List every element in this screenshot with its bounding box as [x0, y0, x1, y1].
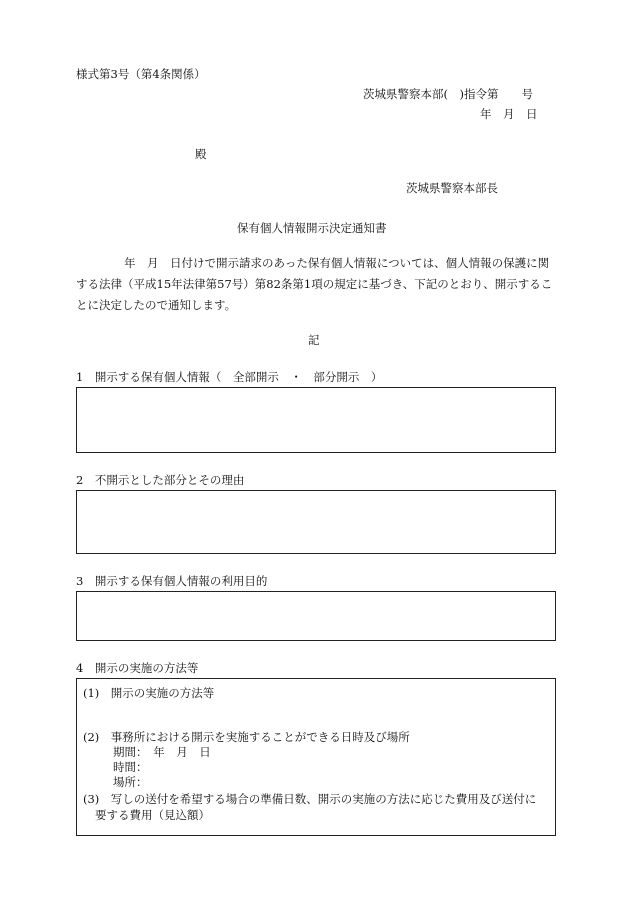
section-4-box	[76, 678, 556, 836]
document-title: 保有個人情報開示決定通知書	[237, 221, 387, 235]
sender-name: 茨城県警察本部長	[406, 181, 498, 195]
body-text: 年 月 日付けで開示請求のあった保有個人情報については、個人情報の保護に関する法律（平成15年法律第57号）第82条第1項の規定に基づき、下記のとおり、開示することに決定したので通知します。	[76, 256, 553, 312]
period-field[interactable]: 期間： 年 月 日	[113, 745, 211, 759]
directive-number-line: 茨城県警察本部( )指令第 号	[363, 87, 533, 101]
section-3-label: 3 開示する保有個人情報の利用目的	[76, 574, 268, 588]
addressee-honorific: 殿	[195, 147, 207, 161]
section-4-label: 4 開示の実施の方法等	[76, 661, 199, 675]
body-paragraph	[76, 253, 556, 316]
issue-date: 年 月 日	[480, 107, 538, 121]
form-number: 様式第3号（第4条関係）	[76, 67, 206, 81]
item-3-line-2: 要する費用（見込額）	[95, 808, 210, 822]
place-field[interactable]: 場所：	[113, 775, 148, 789]
section-2-label: 2 不開示とした部分とその理由	[76, 473, 245, 487]
item-1-label: (1) 開示の実施の方法等	[83, 686, 215, 700]
section-1-box[interactable]	[76, 387, 556, 453]
time-field[interactable]: 時間：	[113, 760, 148, 774]
section-3-box[interactable]	[76, 591, 556, 641]
ki-heading: 記	[308, 333, 320, 347]
section-1-label: 1 開示する保有個人情報（ 全部開示 ・ 部分開示 ）	[76, 370, 383, 384]
item-3-line-1: (3) 写しの送付を希望する場合の準備日数、開示の実施の方法に応じた費用及び送付に	[83, 792, 537, 806]
item-2-label: (2) 事務所における開示を実施することができる日時及び場所	[83, 730, 410, 744]
section-2-box[interactable]	[76, 490, 556, 554]
